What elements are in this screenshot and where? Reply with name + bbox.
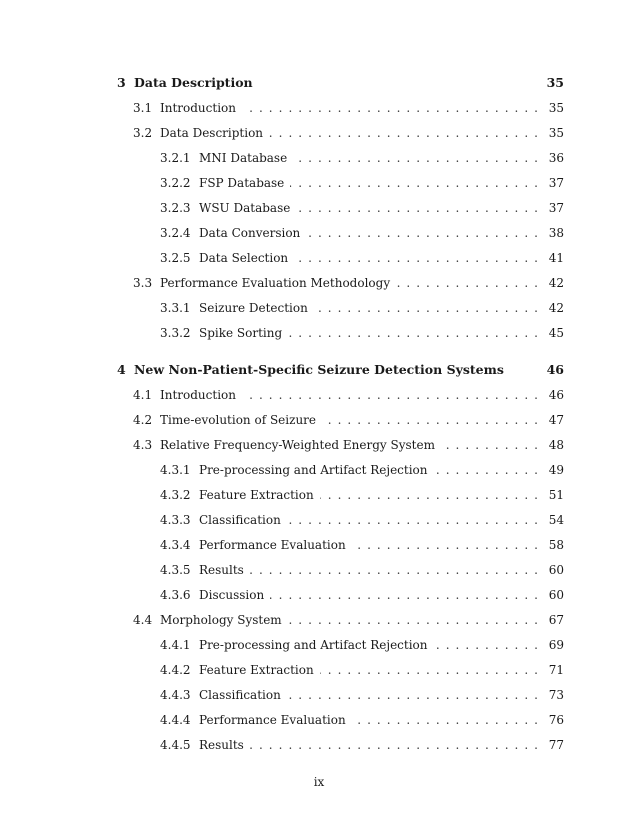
toc-entry-number: 4.4.3 [160, 688, 191, 702]
toc-dot-leader [290, 174, 538, 192]
toc-entry-page: 35 [548, 101, 564, 115]
toc-entry-title: MNI Database [199, 151, 288, 165]
toc-entry-title: Performance Evaluation [199, 713, 346, 727]
toc-dot-leader [396, 274, 538, 292]
toc-entry-title: Classification [199, 513, 281, 527]
toc-section-entry[interactable] [0, 611, 638, 629]
toc-section-entry[interactable] [0, 661, 638, 679]
toc-entry-page: 46 [548, 388, 564, 402]
toc-section-entry[interactable] [0, 411, 638, 429]
toc-entry-page: 73 [548, 688, 564, 702]
toc-entry-page: 69 [548, 638, 564, 652]
toc-entry-page: 37 [548, 176, 564, 190]
toc-dot-leader [288, 611, 538, 629]
toc-entry-number: 3.2.1 [160, 151, 191, 165]
toc-dot-leader [269, 124, 538, 142]
toc-entry-number: 4.4.5 [160, 738, 191, 752]
toc-entry-number: 3.2.4 [160, 226, 191, 240]
toc-section-entry[interactable] [0, 461, 638, 479]
toc-entry-number: 4 [117, 362, 126, 377]
page-number: ix [313, 775, 325, 789]
toc-section-entry[interactable] [0, 561, 638, 579]
toc-section-entry[interactable] [0, 149, 638, 167]
toc-dot-leader [352, 711, 538, 729]
toc-section-entry[interactable] [0, 124, 638, 142]
toc-dot-leader [250, 736, 538, 754]
toc-entry-page: 45 [548, 326, 564, 340]
toc-entry-page: 58 [548, 538, 564, 552]
toc-entry-number: 4.3.2 [160, 488, 191, 502]
toc-entry-number: 4.3.3 [160, 513, 191, 527]
toc-entry-title: Introduction [160, 388, 236, 402]
toc-entry-number: 4.3.1 [160, 463, 191, 477]
toc-entry-title: New Non-Patient-Specific Seizure Detection Systems [134, 362, 504, 377]
toc-section-entry[interactable] [0, 224, 638, 242]
toc-entry-number: 4.4 [133, 613, 153, 627]
toc-entry-number: 3.3.1 [160, 301, 191, 315]
toc-section-entry[interactable] [0, 511, 638, 529]
toc-section-entry[interactable] [0, 536, 638, 554]
toc-entry-title: Seizure Detection [199, 301, 308, 315]
toc-entry-title: Feature Extraction [199, 488, 314, 502]
toc-entry-number: 3.1 [133, 101, 153, 115]
toc-entry-page: 47 [548, 413, 564, 427]
toc-chapter-entry[interactable] [0, 361, 638, 379]
toc-section-entry[interactable] [0, 636, 638, 654]
toc-dot-leader [296, 199, 538, 217]
toc-entry-title: Introduction [160, 101, 236, 115]
toc-entry-number: 4.3.5 [160, 563, 191, 577]
toc-entry-number: 3.3 [133, 276, 153, 290]
toc-entry-number: 4.4.4 [160, 713, 191, 727]
toc-dot-leader [287, 511, 538, 529]
toc-entry-title: Morphology System [160, 613, 282, 627]
toc-section-entry[interactable] [0, 711, 638, 729]
toc-section-entry[interactable] [0, 436, 638, 454]
toc-entry-title: Feature Extraction [199, 663, 314, 677]
toc-entry-title: Results [199, 563, 244, 577]
toc-entry-page: 67 [548, 613, 564, 627]
toc-entry-page: 76 [548, 713, 564, 727]
toc-chapter-entry[interactable] [0, 74, 638, 92]
toc-dot-leader [288, 324, 538, 342]
toc-dot-leader [320, 486, 538, 504]
toc-section-entry[interactable] [0, 199, 638, 217]
toc-section-entry[interactable] [0, 249, 638, 267]
toc-section-entry[interactable] [0, 174, 638, 192]
toc-entry-page: 54 [548, 513, 564, 527]
toc-entry-number: 3.2.5 [160, 251, 191, 265]
toc-entry-number: 3 [117, 75, 126, 90]
toc-dot-leader [270, 586, 538, 604]
toc-entry-title: Spike Sorting [199, 326, 283, 340]
toc-section-entry[interactable] [0, 299, 638, 317]
toc-entry-number: 3.3.2 [160, 326, 191, 340]
toc-entry-page: 36 [548, 151, 564, 165]
toc-entry-page: 48 [548, 438, 564, 452]
toc-entry-number: 4.4.1 [160, 638, 191, 652]
toc-entry-number: 4.1 [133, 388, 153, 402]
toc-entry-title: Performance Evaluation Methodology [160, 276, 391, 290]
toc-entry-number: 3.2.2 [160, 176, 191, 190]
toc-entry-title: Classification [199, 688, 281, 702]
toc-entry-page: 46 [546, 362, 564, 377]
toc-section-entry[interactable] [0, 99, 638, 117]
toc-entry-page: 37 [548, 201, 564, 215]
toc-dot-leader [287, 686, 538, 704]
toc-entry-title: Data Conversion [199, 226, 301, 240]
toc-entry-page: 51 [548, 488, 564, 502]
toc-entry-page: 42 [548, 276, 564, 290]
toc-dot-leader [322, 411, 538, 429]
toc-dot-leader [306, 224, 538, 242]
toc-section-entry[interactable] [0, 586, 638, 604]
toc-dot-leader [434, 461, 539, 479]
toc-entry-page: 38 [548, 226, 564, 240]
toc-section-entry[interactable] [0, 486, 638, 504]
toc-entry-title: Pre-processing and Artifact Rejection [199, 638, 428, 652]
toc-section-entry[interactable] [0, 386, 638, 404]
toc-entry-number: 4.3 [133, 438, 153, 452]
toc-dot-leader [352, 536, 538, 554]
toc-section-entry[interactable] [0, 686, 638, 704]
toc-dot-leader [314, 299, 538, 317]
toc-dot-leader [441, 436, 538, 454]
toc-entry-title: Time-evolution of Seizure [160, 413, 317, 427]
toc-dot-leader [320, 661, 538, 679]
toc-entry-title: Performance Evaluation [199, 538, 346, 552]
toc-entry-title: Relative Frequency-Weighted Energy System [160, 438, 435, 452]
toc-entry-number: 4.2 [133, 413, 153, 427]
toc-entry-number: 4.3.6 [160, 588, 191, 602]
toc-entry-page: 77 [548, 738, 564, 752]
toc-entry-page: 71 [548, 663, 564, 677]
toc-entry-title: Discussion [199, 588, 265, 602]
toc-section-entry[interactable] [0, 274, 638, 292]
toc-section-entry[interactable] [0, 324, 638, 342]
toc-dot-leader [293, 149, 538, 167]
toc-dot-leader [242, 386, 538, 404]
toc-entry-page: 49 [548, 463, 564, 477]
toc-entry-page: 42 [548, 301, 564, 315]
toc-entry-number: 3.2.3 [160, 201, 191, 215]
toc-entry-title: Results [199, 738, 244, 752]
toc-dot-leader [294, 249, 538, 267]
toc-entry-title: Data Description [134, 75, 253, 90]
toc-dot-leader [242, 99, 538, 117]
toc-entry-number: 4.3.4 [160, 538, 191, 552]
toc-entry-title: Pre-processing and Artifact Rejection [199, 463, 428, 477]
toc-entry-page: 60 [548, 563, 564, 577]
toc-section-entry[interactable] [0, 736, 638, 754]
toc-entry-title: Data Description [160, 126, 264, 140]
toc-entry-page: 35 [548, 126, 564, 140]
toc-dot-leader [434, 636, 539, 654]
toc-entry-page: 41 [548, 251, 564, 265]
toc-entry-title: Data Selection [199, 251, 289, 265]
toc-dot-leader [250, 561, 538, 579]
toc-entry-number: 3.2 [133, 126, 153, 140]
toc-entry-title: FSP Database [199, 176, 285, 190]
toc-entry-page: 60 [548, 588, 564, 602]
toc-entry-title: WSU Database [199, 201, 291, 215]
toc-entry-page: 35 [546, 75, 564, 90]
toc-entry-number: 4.4.2 [160, 663, 191, 677]
